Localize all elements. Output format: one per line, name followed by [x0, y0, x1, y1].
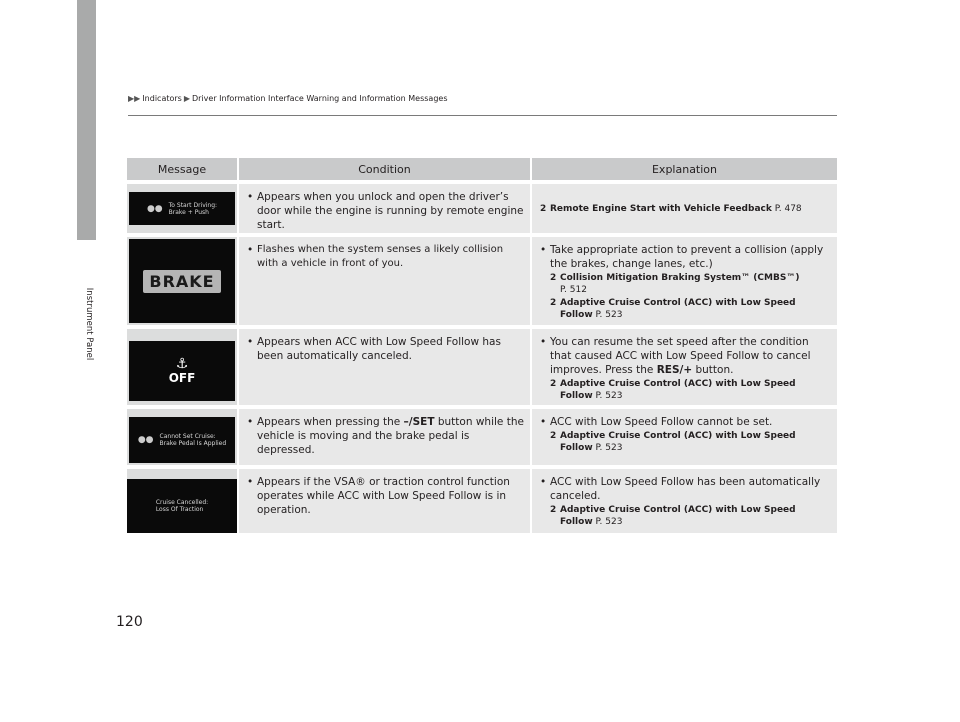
reference-link[interactable]: Remote Engine Start with Vehicle Feedback — [550, 204, 772, 214]
reference-link[interactable]: Adaptive Cruise Control (ACC) with Low Speed Follow — [560, 431, 796, 453]
explanation-cell: • Take appropriate action to prevent a collision (apply the brakes, change lanes, etc.) 2 Collision Mitigation Braking System™ (CMBS™) P. 512 2 Adaptive Cruise Control (ACC) with Low Speed Follow P. 523 — [532, 237, 837, 325]
table-row — [127, 409, 837, 465]
condition-text: Appears when pressing the –/SET button while the vehicle is moving and the brake pedal is depressed. — [257, 416, 524, 456]
condition-cell: • Flashes when the system senses a likely collision with a vehicle in front of you. — [239, 237, 530, 325]
explanation-text: Take appropriate action to prevent a collision (apply the brakes, change lanes, etc.) — [550, 244, 824, 270]
reference-page: P. 512 — [560, 285, 587, 295]
message-image — [127, 409, 237, 465]
explanation-cell: • You can resume the set speed after the condition that caused ACC with Low Speed Follow to cancel improves. Press the RES/+ button. 2 Adaptive Cruise Control (ACC) with Low Speed Follow P. 523 — [532, 329, 837, 405]
arrow-icon: ▶ — [183, 94, 190, 103]
reference-link[interactable]: Collision Mitigation Braking System™ (CMBS™) — [560, 273, 800, 283]
cruise-icon: ●● — [137, 435, 154, 445]
header-message: Message — [157, 162, 207, 176]
screen-text: Cruise Cancelled: — [155, 499, 209, 506]
reference-arrow-icon: 2 — [550, 379, 557, 389]
explanation-text: ACC with Low Speed Follow has been automatically canceled. — [550, 476, 821, 502]
key-icon: ●● — [146, 203, 163, 214]
reference-arrow-icon: 2 — [550, 431, 557, 441]
table-row — [127, 237, 837, 325]
condition-text: Appears if the VSA® or traction control function operates while ACC with Low Speed Follow is in operation. — [257, 476, 510, 516]
reference-page: P. 523 — [595, 443, 623, 453]
reference-arrow-icon: 2 — [540, 204, 547, 214]
reference-page: P. 478 — [774, 204, 802, 214]
breadcrumb-section[interactable]: Driver Information Interface Warning and Information Messages — [192, 94, 448, 103]
explanation-cell — [532, 184, 837, 233]
table-row — [127, 329, 837, 405]
table-row — [127, 184, 837, 233]
table-row — [127, 469, 837, 533]
screen-text: Brake Pedal Is Applied — [159, 440, 227, 447]
reference-arrow-icon: 2 — [550, 505, 557, 515]
brake-warning: BRAKE — [143, 270, 220, 293]
message-image — [127, 184, 237, 233]
breadcrumb-indicators[interactable]: Indicators — [142, 94, 182, 103]
condition-cell: • Appears when you unlock and open the driver’s door while the engine is running by remote engine start. — [239, 184, 530, 233]
condition-text: Appears when ACC with Low Speed Follow has been automatically canceled. — [257, 336, 501, 362]
explanation-cell: • ACC with Low Speed Follow has been automatically canceled. 2 Adaptive Cruise Control (ACC) with Low Speed Follow P. 523 — [532, 469, 837, 533]
reference-link[interactable]: Adaptive Cruise Control (ACC) with Low Speed Follow — [560, 298, 796, 320]
condition-cell: • Appears when pressing the –/SET button while the vehicle is moving and the brake pedal is depressed. — [239, 409, 530, 465]
explanation-text: You can resume the set speed after the condition that caused ACC with Low Speed Follow to cancel improves. Press the RES/+ button. — [550, 336, 811, 376]
table-header — [127, 158, 837, 180]
reference-arrow-icon: 2 — [550, 298, 557, 308]
page-number: 120 — [116, 614, 143, 630]
explanation-cell: • ACC with Low Speed Follow cannot be set. 2 Adaptive Cruise Control (ACC) with Low Speed Follow P. 523 — [532, 409, 837, 465]
condition-cell: • Appears when ACC with Low Speed Follow has been automatically canceled. — [239, 329, 530, 405]
message-image — [127, 237, 237, 325]
header-explanation: Explanation — [530, 158, 837, 180]
breadcrumb — [128, 94, 447, 103]
acc-car-icon: ⚓ — [175, 356, 189, 372]
chapter-label: Instrument Panel — [84, 287, 94, 361]
chapter-tab — [77, 0, 96, 240]
screen-text: Brake + Push — [168, 208, 209, 216]
condition-text: Flashes when the system senses a likely collision with a vehicle in front of you. — [257, 244, 504, 269]
message-image — [127, 469, 237, 533]
messages-table — [127, 158, 837, 533]
reference-arrow-icon: 2 — [550, 273, 557, 283]
reference-link[interactable]: Adaptive Cruise Control (ACC) with Low Speed Follow — [560, 505, 796, 527]
condition-cell: • Appears if the VSA® or traction control function operates while ACC with Low Speed Follow is in operation. — [239, 469, 530, 533]
screen-text: Cannot Set Cruise: — [159, 433, 216, 440]
double-arrow-icon: ▶▶ — [128, 94, 141, 103]
reference-page: P. 523 — [595, 517, 623, 527]
reference-page: P. 523 — [595, 310, 623, 320]
reference-link[interactable]: Adaptive Cruise Control (ACC) with Low Speed Follow — [560, 379, 796, 401]
condition-text: Appears when you unlock and open the driver’s door while the engine is running by remote engine start. — [257, 191, 524, 231]
header-rule — [128, 115, 837, 116]
message-image — [127, 329, 237, 405]
off-label: OFF — [168, 371, 196, 385]
header-condition: Condition — [237, 158, 530, 180]
explanation-text: ACC with Low Speed Follow cannot be set. — [550, 416, 773, 428]
screen-text: Loss Of Traction — [155, 506, 204, 513]
reference-page: P. 523 — [595, 391, 623, 401]
screen-text: To Start Driving: — [168, 201, 218, 209]
